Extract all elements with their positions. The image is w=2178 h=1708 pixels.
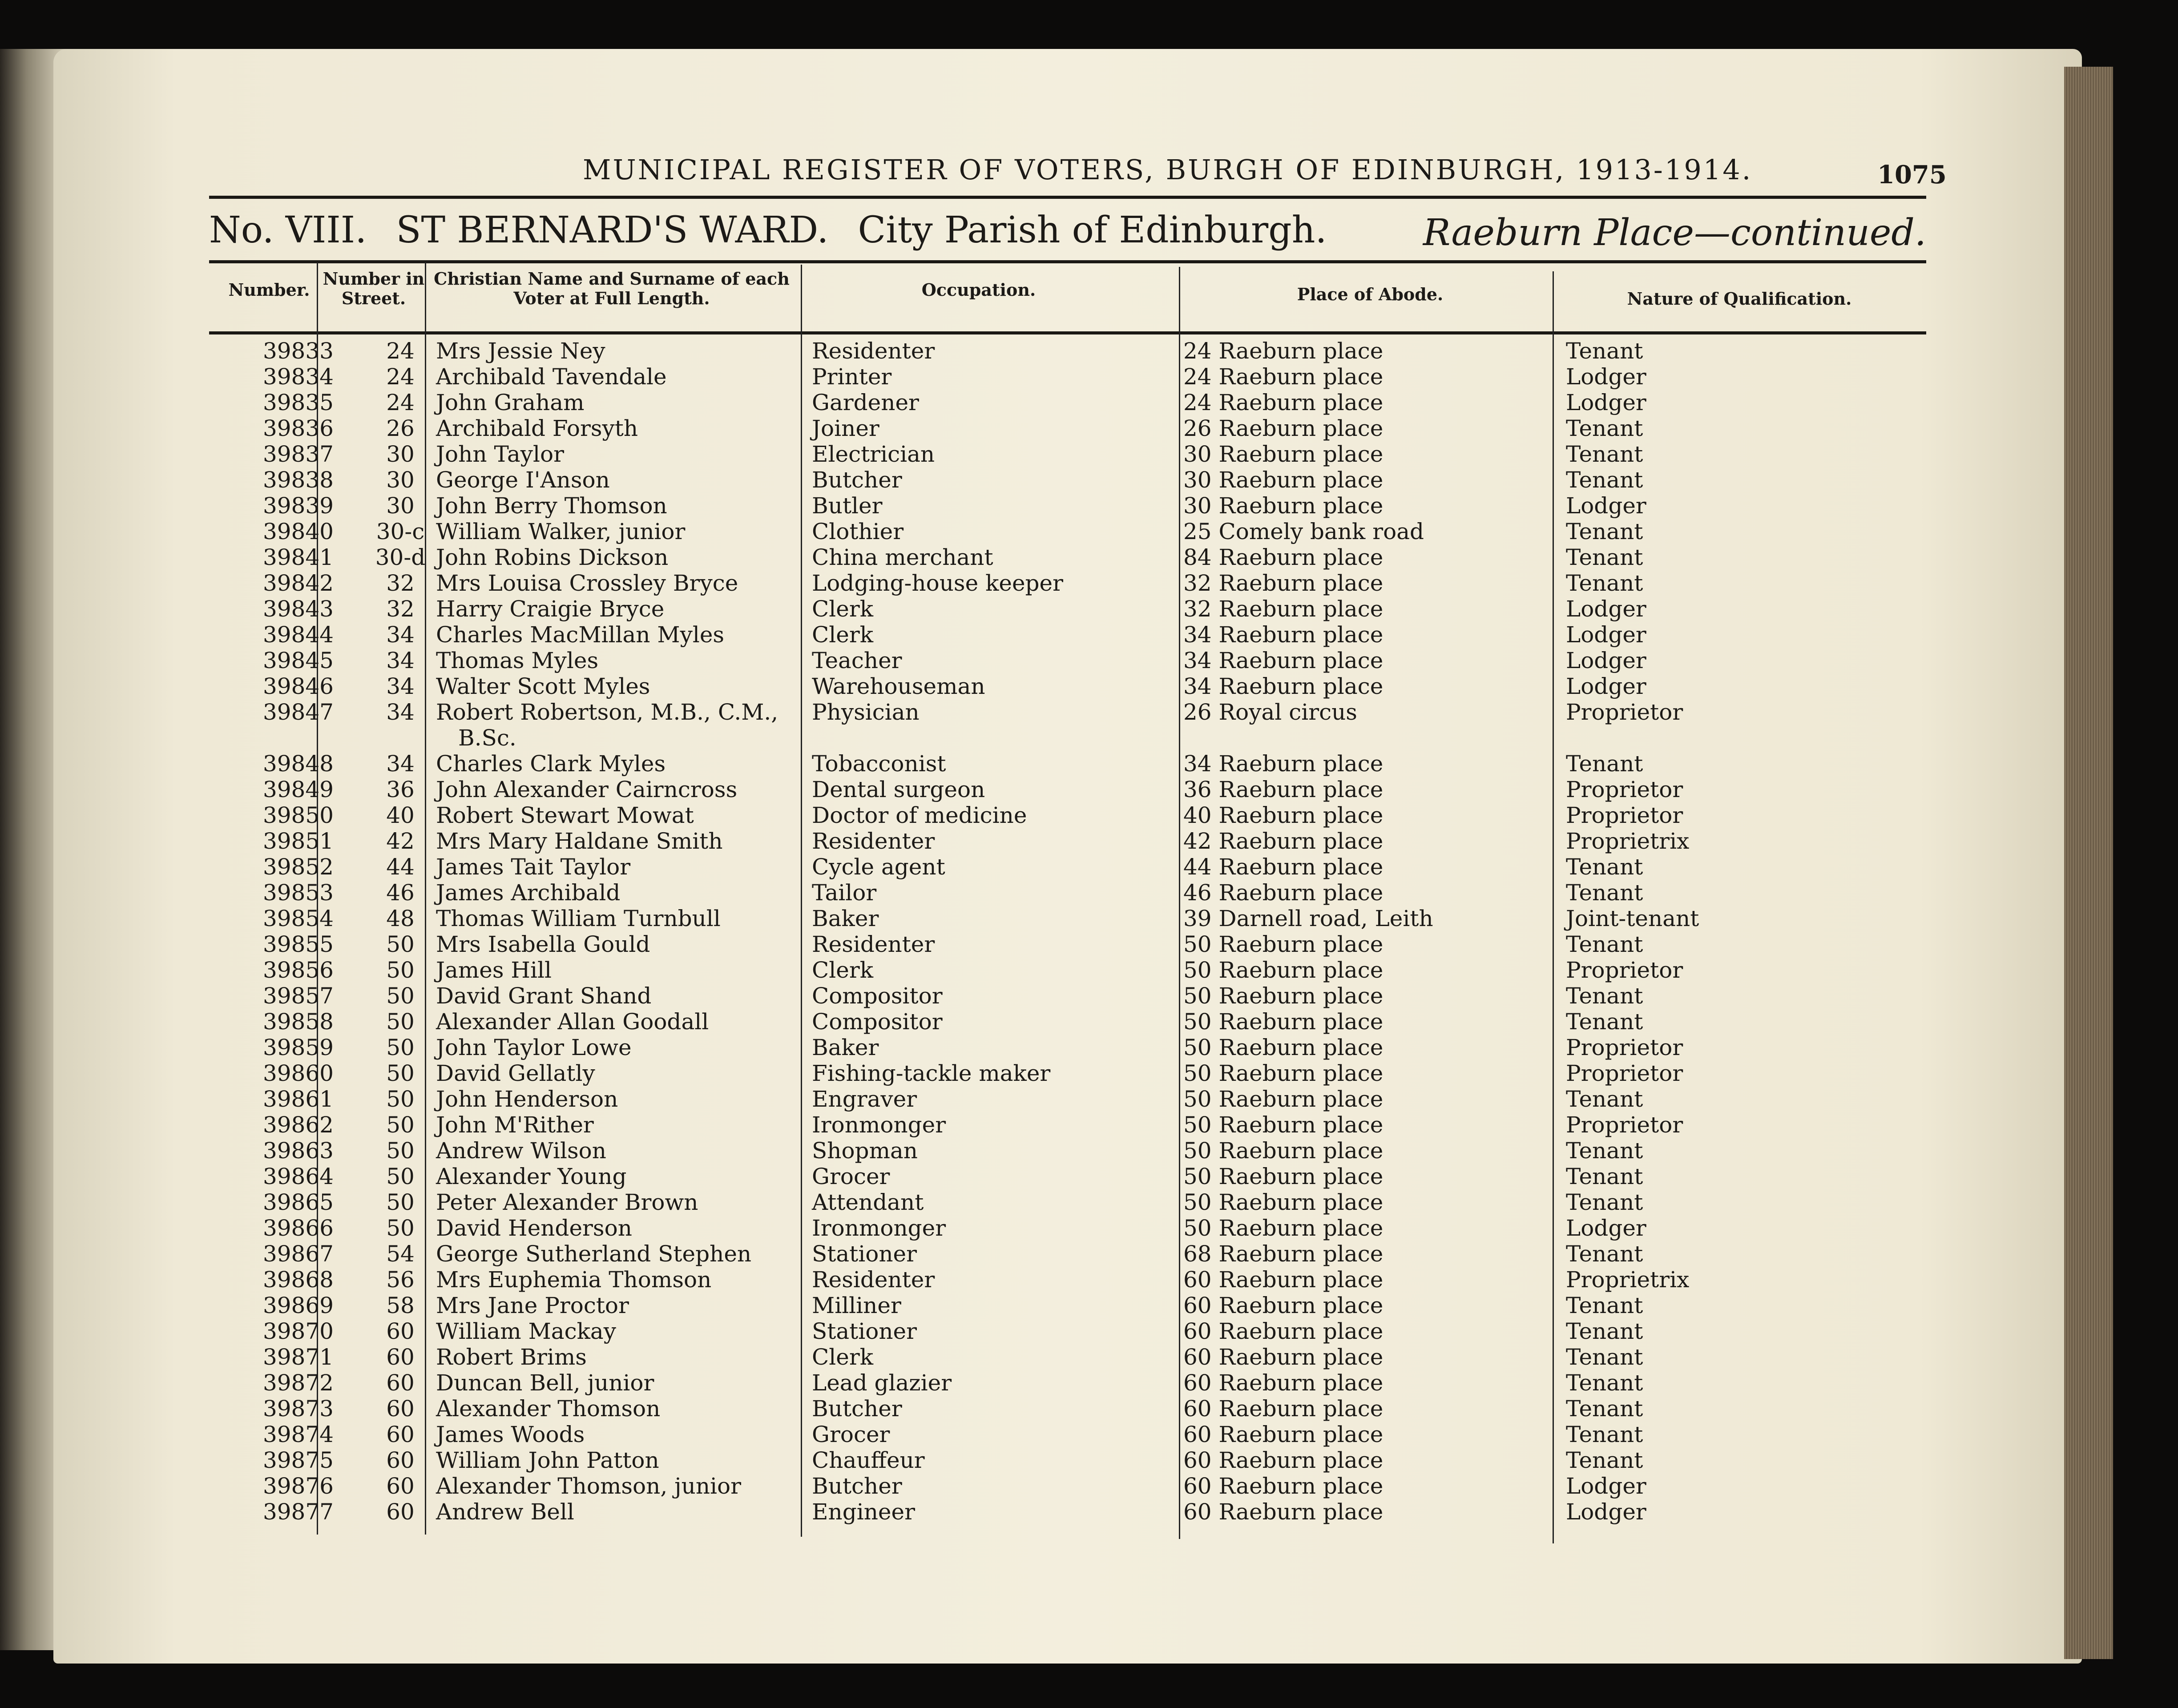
street-number: 30	[386, 467, 415, 493]
voter-number: 39850	[262, 802, 334, 828]
occupation: Dental surgeon	[812, 777, 985, 802]
qualification: Lodger	[1566, 596, 1646, 622]
occupation: Physician	[812, 699, 920, 725]
voter-name: Charles Clark Myles	[436, 751, 666, 777]
occupation: Butcher	[812, 1473, 902, 1499]
voter-number: 39875	[262, 1447, 334, 1473]
street-number: 34	[386, 622, 415, 648]
voter-name: Thomas William Turnbull	[436, 906, 721, 931]
qualification: Proprietrix	[1566, 1267, 1690, 1293]
col-header-name: Christian Name and Surname of each Voter at Full Length.	[434, 269, 790, 308]
street-number: 30	[386, 493, 415, 519]
occupation: Clothier	[812, 519, 904, 544]
col-header-number: Number.	[228, 280, 310, 300]
voter-name: Charles MacMillan Myles	[436, 622, 725, 648]
col-divider	[801, 265, 802, 1537]
street-number: 56	[386, 1267, 415, 1293]
place-of-abode: 50 Raeburn place	[1183, 1035, 1383, 1060]
place-of-abode: 50 Raeburn place	[1183, 1164, 1383, 1189]
street-number: 34	[386, 699, 415, 725]
voter-name: Thomas Myles	[436, 648, 599, 673]
place-of-abode: 46 Raeburn place	[1183, 880, 1383, 906]
place-of-abode: 50 Raeburn place	[1183, 957, 1383, 983]
occupation: Residenter	[812, 1267, 935, 1293]
voter-name: James Woods	[436, 1422, 585, 1447]
voter-number: 39843	[262, 596, 334, 622]
voter-number: 39871	[262, 1344, 334, 1370]
voter-name: Mrs Jessie Ney	[436, 338, 605, 364]
ward-number: No. VIII.	[209, 209, 367, 251]
voter-number: 39860	[262, 1060, 334, 1086]
street-number: 40	[386, 802, 415, 828]
voter-number: 39867	[262, 1241, 334, 1267]
qualification: Tenant	[1566, 415, 1643, 441]
place-of-abode: 60 Raeburn place	[1183, 1267, 1383, 1293]
street-number: 60	[386, 1344, 415, 1370]
place-of-abode: 34 Raeburn place	[1183, 673, 1383, 699]
voter-name: David Grant Shand	[436, 983, 652, 1009]
parish-name: City Parish of Edinburgh.	[858, 209, 1327, 251]
place-of-abode: 50 Raeburn place	[1183, 1112, 1383, 1138]
occupation: Teacher	[812, 648, 902, 673]
qualification: Tenant	[1566, 544, 1643, 570]
occupation: Milliner	[812, 1293, 901, 1318]
qualification: Lodger	[1566, 493, 1646, 519]
street-number: 50	[386, 1138, 415, 1164]
qualification: Lodger	[1566, 1473, 1646, 1499]
voter-name: Mrs Mary Haldane Smith	[436, 828, 723, 854]
voter-number: 39837	[262, 441, 334, 467]
header-top-rule	[209, 260, 1926, 263]
qualification: Lodger	[1566, 673, 1646, 699]
voter-number: 39838	[262, 467, 334, 493]
occupation: Shopman	[812, 1138, 918, 1164]
street-number: 30-d	[375, 544, 426, 570]
qualification: Tenant	[1566, 1009, 1643, 1035]
col-header-occupation: Occupation.	[921, 280, 1036, 300]
voter-name: Harry Craigie Bryce	[436, 596, 665, 622]
voter-name: William John Patton	[436, 1447, 659, 1473]
qualification: Lodger	[1566, 648, 1646, 673]
place-of-abode: 60 Raeburn place	[1183, 1396, 1383, 1422]
place-of-abode: 39 Darnell road, Leith	[1183, 906, 1433, 931]
street-number: 58	[386, 1293, 415, 1318]
voter-number: 39846	[262, 673, 334, 699]
occupation: Residenter	[812, 931, 935, 957]
qualification: Tenant	[1566, 441, 1643, 467]
voter-number: 39857	[262, 983, 334, 1009]
place-of-abode: 30 Raeburn place	[1183, 441, 1383, 467]
place-of-abode: 50 Raeburn place	[1183, 983, 1383, 1009]
qualification: Proprietor	[1566, 777, 1683, 802]
place-of-abode: 36 Raeburn place	[1183, 777, 1383, 802]
voter-number: 39855	[262, 931, 334, 957]
voter-number: 39877	[262, 1499, 334, 1525]
voter-number: 39864	[262, 1164, 334, 1189]
street-number: 42	[386, 828, 415, 854]
voter-name: Mrs Euphemia Thomson	[436, 1267, 712, 1293]
occupation: Chauffeur	[812, 1447, 925, 1473]
qualification: Proprietor	[1566, 1112, 1683, 1138]
street-number: 50	[386, 931, 415, 957]
voter-name: Robert Stewart Mowat	[436, 802, 694, 828]
place-of-abode: 60 Raeburn place	[1183, 1344, 1383, 1370]
voter-number: 39853	[262, 880, 334, 906]
voter-number: 39866	[262, 1215, 334, 1241]
qualification: Proprietor	[1566, 1060, 1683, 1086]
col-divider	[1553, 271, 1554, 1543]
occupation: Gardener	[812, 390, 919, 415]
voter-number: 39833	[262, 338, 334, 364]
voter-number: 39874	[262, 1422, 334, 1447]
occupation: Ironmonger	[812, 1112, 946, 1138]
street-number: 32	[386, 596, 415, 622]
voter-number: 39873	[262, 1396, 334, 1422]
voter-name: James Tait Taylor	[436, 854, 631, 880]
voter-number: 39865	[262, 1189, 334, 1215]
voter-name: William Walker, junior	[436, 519, 686, 544]
voter-name: John Robins Dickson	[436, 544, 669, 570]
qualification: Tenant	[1566, 854, 1643, 880]
voter-name: Mrs Isabella Gould	[436, 931, 650, 957]
place-of-abode: 24 Raeburn place	[1183, 364, 1383, 390]
street-number: 50	[386, 1164, 415, 1189]
street-number: 30-c	[376, 519, 425, 544]
occupation: Baker	[812, 1035, 879, 1060]
occupation: Cycle agent	[812, 854, 945, 880]
voter-number: 39836	[262, 415, 334, 441]
occupation: Stationer	[812, 1241, 917, 1267]
street-number: 46	[386, 880, 415, 906]
place-of-abode: 32 Raeburn place	[1183, 596, 1383, 622]
occupation: Baker	[812, 906, 879, 931]
qualification: Lodger	[1566, 1215, 1646, 1241]
street-number: 26	[386, 415, 415, 441]
qualification: Tenant	[1566, 1318, 1643, 1344]
street-number: 34	[386, 673, 415, 699]
qualification: Tenant	[1566, 1293, 1643, 1318]
ward-heading	[209, 209, 1926, 254]
street-number: 60	[386, 1318, 415, 1344]
qualification: Tenant	[1566, 983, 1643, 1009]
qualification: Tenant	[1566, 1086, 1643, 1112]
voter-number: 39876	[262, 1473, 334, 1499]
voter-name-continued: B.Sc.	[458, 725, 516, 751]
voter-name: John Henderson	[436, 1086, 618, 1112]
place-of-abode: 26 Royal circus	[1183, 699, 1357, 725]
street-number: 50	[386, 1215, 415, 1241]
voter-name: Mrs Jane Proctor	[436, 1293, 629, 1318]
street-number: 60	[386, 1499, 415, 1525]
place-of-abode: 68 Raeburn place	[1183, 1241, 1383, 1267]
voter-number: 39852	[262, 854, 334, 880]
qualification: Tenant	[1566, 1138, 1643, 1164]
voter-number: 39844	[262, 622, 334, 648]
qualification: Lodger	[1566, 1499, 1646, 1525]
voter-number: 39845	[262, 648, 334, 673]
place-of-abode: 34 Raeburn place	[1183, 751, 1383, 777]
place-of-abode: 26 Raeburn place	[1183, 415, 1383, 441]
street-number: 50	[386, 983, 415, 1009]
voter-number: 39840	[262, 519, 334, 544]
occupation: Clerk	[812, 596, 874, 622]
place-of-abode: 32 Raeburn place	[1183, 570, 1383, 596]
street-number: 24	[386, 338, 415, 364]
qualification: Tenant	[1566, 751, 1643, 777]
voter-number: 39841	[262, 544, 334, 570]
qualification: Tenant	[1566, 1422, 1643, 1447]
street-number: 50	[386, 1112, 415, 1138]
place-of-abode: 60 Raeburn place	[1183, 1447, 1383, 1473]
occupation: Electrician	[812, 441, 935, 467]
voter-number: 39834	[262, 364, 334, 390]
voter-name: Robert Robertson, M.B., C.M.,	[436, 699, 778, 725]
qualification: Tenant	[1566, 1447, 1643, 1473]
street-number: 54	[386, 1241, 415, 1267]
qualification: Tenant	[1566, 880, 1643, 906]
occupation: Tailor	[812, 880, 877, 906]
voter-number: 39861	[262, 1086, 334, 1112]
street-number: 60	[386, 1422, 415, 1447]
voter-name: Robert Brims	[436, 1344, 587, 1370]
running-head: MUNICIPAL REGISTER OF VOTERS, BURGH OF EDINBURGH, 1913-1914.	[583, 153, 1753, 186]
occupation: Doctor of medicine	[812, 802, 1027, 828]
place-of-abode: 60 Raeburn place	[1183, 1318, 1383, 1344]
voter-name: Alexander Thomson	[436, 1396, 661, 1422]
voter-name: William Mackay	[436, 1318, 616, 1344]
place-of-abode: 50 Raeburn place	[1183, 1009, 1383, 1035]
voter-number: 39872	[262, 1370, 334, 1396]
col-header-qualification: Nature of Qualification.	[1627, 289, 1852, 309]
qualification: Lodger	[1566, 622, 1646, 648]
voter-number: 39863	[262, 1138, 334, 1164]
qualification: Proprietor	[1566, 802, 1683, 828]
qualification: Tenant	[1566, 519, 1643, 544]
street-number: 50	[386, 1035, 415, 1060]
street-number: 50	[386, 1189, 415, 1215]
street-number: 24	[386, 364, 415, 390]
place-of-abode: 30 Raeburn place	[1183, 467, 1383, 493]
street-number: 34	[386, 648, 415, 673]
voter-name: Archibald Tavendale	[436, 364, 667, 390]
col-divider	[1179, 267, 1180, 1539]
place-of-abode: 44 Raeburn place	[1183, 854, 1383, 880]
voter-name: Peter Alexander Brown	[436, 1189, 698, 1215]
occupation: Joiner	[812, 415, 879, 441]
voter-number: 39842	[262, 570, 334, 596]
voter-number: 39835	[262, 390, 334, 415]
voter-name: John Alexander Cairncross	[436, 777, 738, 802]
place-of-abode: 84 Raeburn place	[1183, 544, 1383, 570]
voter-number: 39839	[262, 493, 334, 519]
street-number: 32	[386, 570, 415, 596]
occupation: Fishing-tackle maker	[812, 1060, 1051, 1086]
place-of-abode: 50 Raeburn place	[1183, 1060, 1383, 1086]
place-of-abode: 40 Raeburn place	[1183, 802, 1383, 828]
place-of-abode: 30 Raeburn place	[1183, 493, 1383, 519]
street-number: 50	[386, 1009, 415, 1035]
voter-number: 39854	[262, 906, 334, 931]
occupation: Lodging-house keeper	[812, 570, 1064, 596]
occupation: Engineer	[812, 1499, 915, 1525]
voter-name: Andrew Wilson	[436, 1138, 606, 1164]
qualification: Tenant	[1566, 1370, 1643, 1396]
occupation: Compositor	[812, 983, 943, 1009]
qualification: Proprietor	[1566, 957, 1683, 983]
occupation: Butcher	[812, 1396, 902, 1422]
occupation: Clerk	[812, 957, 874, 983]
voter-number: 39849	[262, 777, 334, 802]
qualification: Tenant	[1566, 570, 1643, 596]
voter-number: 39868	[262, 1267, 334, 1293]
voter-name: John Graham	[436, 390, 585, 415]
voter-name: John M'Rither	[436, 1112, 594, 1138]
place-of-abode: 50 Raeburn place	[1183, 931, 1383, 957]
occupation: Stationer	[812, 1318, 917, 1344]
header-bottom-rule	[209, 331, 1926, 334]
voter-number: 39851	[262, 828, 334, 854]
voter-name: John Taylor	[436, 441, 564, 467]
occupation: Grocer	[812, 1422, 890, 1447]
place-of-abode: 60 Raeburn place	[1183, 1473, 1383, 1499]
qualification: Proprietor	[1566, 699, 1683, 725]
place-of-abode: 60 Raeburn place	[1183, 1499, 1383, 1525]
page-number: 1075	[1877, 160, 1947, 189]
voter-name: Alexander Thomson, junior	[436, 1473, 742, 1499]
occupation: Warehouseman	[812, 673, 985, 699]
qualification: Tenant	[1566, 1241, 1643, 1267]
top-rule	[209, 196, 1926, 199]
qualification: Tenant	[1566, 467, 1643, 493]
voter-name: James Hill	[436, 957, 552, 983]
occupation: Grocer	[812, 1164, 890, 1189]
occupation: Ironmonger	[812, 1215, 946, 1241]
place-of-abode: 50 Raeburn place	[1183, 1138, 1383, 1164]
street-number: 60	[386, 1370, 415, 1396]
voter-name: David Gellatly	[436, 1060, 595, 1086]
occupation: Attendant	[812, 1189, 924, 1215]
voter-name: Walter Scott Myles	[436, 673, 650, 699]
place-of-abode: 50 Raeburn place	[1183, 1086, 1383, 1112]
place-of-abode: 60 Raeburn place	[1183, 1370, 1383, 1396]
street-continued: Raeburn Place—continued.	[1423, 212, 1926, 254]
occupation: Printer	[812, 364, 892, 390]
voter-number: 39848	[262, 751, 334, 777]
voter-number: 39858	[262, 1009, 334, 1035]
qualification: Lodger	[1566, 364, 1646, 390]
occupation: China merchant	[812, 544, 993, 570]
street-number: 34	[386, 751, 415, 777]
voter-name: Duncan Bell, junior	[436, 1370, 654, 1396]
voter-name: Mrs Louisa Crossley Bryce	[436, 570, 738, 596]
qualification: Tenant	[1566, 1164, 1643, 1189]
street-number: 60	[386, 1447, 415, 1473]
occupation: Residenter	[812, 338, 935, 364]
voter-name: James Archibald	[436, 880, 621, 906]
voter-number: 39862	[262, 1112, 334, 1138]
voter-name: John Berry Thomson	[436, 493, 667, 519]
occupation: Lead glazier	[812, 1370, 952, 1396]
voter-name: Archibald Forsyth	[436, 415, 638, 441]
ward-name: ST BERNARD'S WARD.	[396, 209, 829, 251]
book-page-edges	[2064, 67, 2113, 1659]
occupation: Butler	[812, 493, 883, 519]
voter-number: 39869	[262, 1293, 334, 1318]
place-of-abode: 60 Raeburn place	[1183, 1293, 1383, 1318]
occupation: Clerk	[812, 1344, 874, 1370]
street-number: 48	[386, 906, 415, 931]
place-of-abode: 50 Raeburn place	[1183, 1215, 1383, 1241]
occupation: Compositor	[812, 1009, 943, 1035]
street-number: 50	[386, 1086, 415, 1112]
voter-name: John Taylor Lowe	[436, 1035, 632, 1060]
qualification: Tenant	[1566, 1189, 1643, 1215]
street-number: 24	[386, 390, 415, 415]
street-number: 30	[386, 441, 415, 467]
place-of-abode: 42 Raeburn place	[1183, 828, 1383, 854]
occupation: Residenter	[812, 828, 935, 854]
street-number: 60	[386, 1473, 415, 1499]
street-number: 50	[386, 1060, 415, 1086]
qualification: Lodger	[1566, 390, 1646, 415]
voter-number: 39856	[262, 957, 334, 983]
place-of-abode: 34 Raeburn place	[1183, 648, 1383, 673]
qualification: Proprietor	[1566, 1035, 1683, 1060]
col-header-number-in-street: Number in Street.	[323, 269, 425, 308]
voter-name: George Sutherland Stephen	[436, 1241, 752, 1267]
qualification: Tenant	[1566, 338, 1643, 364]
voter-number: 39847	[262, 699, 334, 725]
voter-number: 39859	[262, 1035, 334, 1060]
place-of-abode: 34 Raeburn place	[1183, 622, 1383, 648]
voter-name: Alexander Young	[436, 1164, 627, 1189]
occupation: Butcher	[812, 467, 902, 493]
voter-number: 39870	[262, 1318, 334, 1344]
place-of-abode: 25 Comely bank road	[1183, 519, 1424, 544]
qualification: Joint-tenant	[1566, 906, 1699, 931]
col-header-abode: Place of Abode.	[1297, 284, 1444, 304]
voter-name: Alexander Allan Goodall	[436, 1009, 709, 1035]
occupation: Clerk	[812, 622, 874, 648]
street-number: 44	[386, 854, 415, 880]
occupation: Tobacconist	[812, 751, 946, 777]
qualification: Tenant	[1566, 931, 1643, 957]
qualification: Tenant	[1566, 1396, 1643, 1422]
occupation: Engraver	[812, 1086, 917, 1112]
place-of-abode: 50 Raeburn place	[1183, 1189, 1383, 1215]
qualification: Proprietrix	[1566, 828, 1690, 854]
voter-name: George I'Anson	[436, 467, 610, 493]
voter-name: David Henderson	[436, 1215, 632, 1241]
street-number: 60	[386, 1396, 415, 1422]
street-number: 50	[386, 957, 415, 983]
qualification: Tenant	[1566, 1344, 1643, 1370]
place-of-abode: 60 Raeburn place	[1183, 1422, 1383, 1447]
street-number: 36	[386, 777, 415, 802]
place-of-abode: 24 Raeburn place	[1183, 390, 1383, 415]
voter-name: Andrew Bell	[436, 1499, 574, 1525]
place-of-abode: 24 Raeburn place	[1183, 338, 1383, 364]
